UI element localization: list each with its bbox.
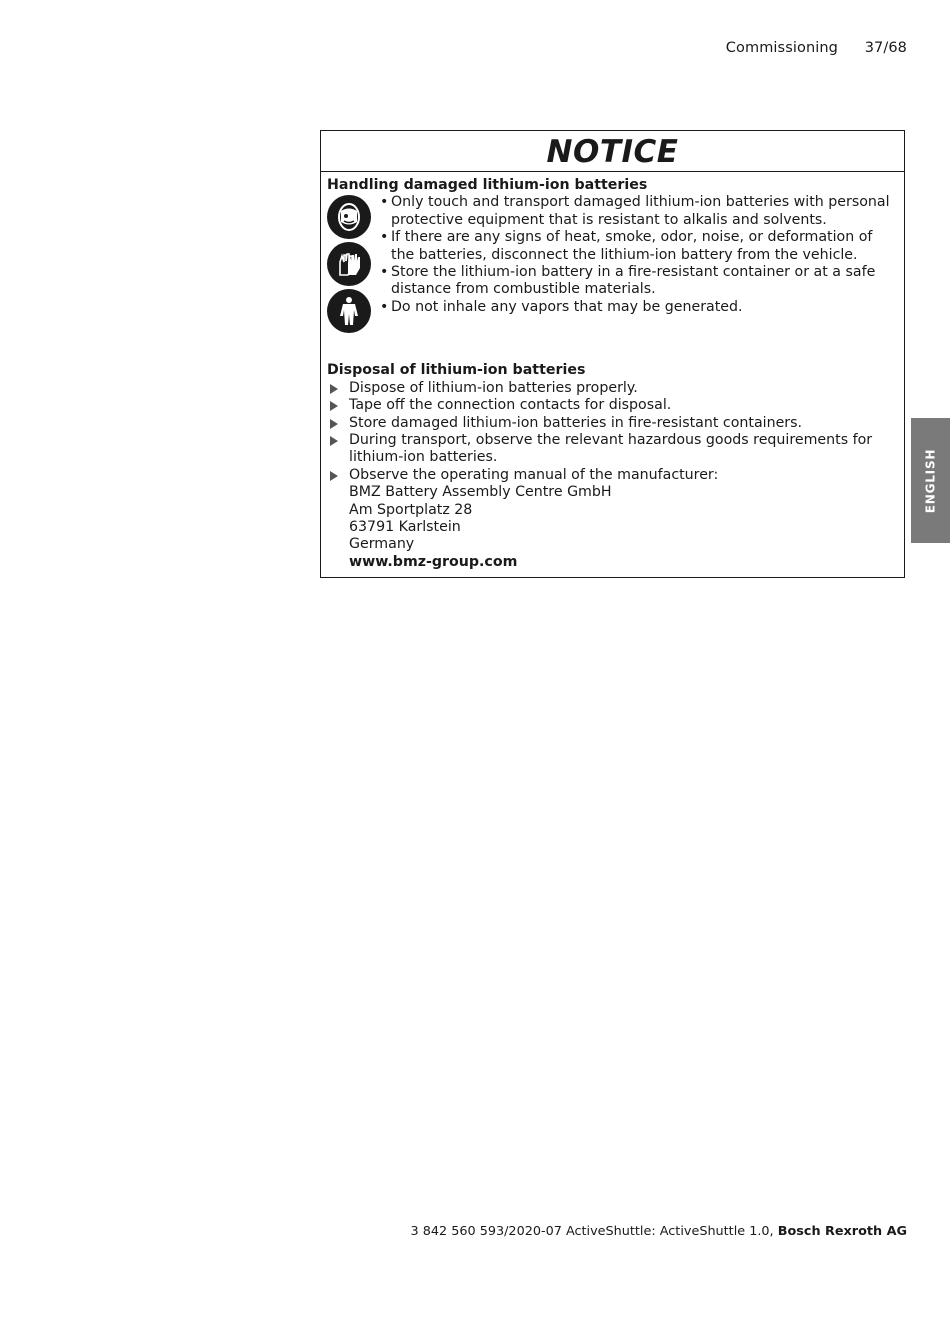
disposal-heading: Disposal of lithium-ion batteries: [327, 362, 586, 379]
page-header: [726, 40, 907, 56]
protective-suit-icon: [327, 289, 371, 333]
list-item: • Store the lithium-ion battery in a fire-resistant container or at a safe distance from combustible materials.: [380, 264, 898, 299]
manufacturer-url: www.bmz-group.com: [349, 553, 518, 570]
document-id: 3 842 560 593/2020-07 ActiveShuttle: ActiveShuttle 1.0,: [410, 1224, 774, 1239]
page-number: 37/68: [864, 40, 907, 56]
page-footer: [411, 1224, 908, 1239]
arrow-right-icon: [330, 384, 338, 394]
disposal-steps: [327, 380, 898, 571]
notice-title: NOTICE: [321, 131, 904, 172]
notice-body: [321, 172, 904, 577]
manufacturer-name: BMZ Battery Assembly Centre GmbH: [349, 484, 612, 501]
arrow-right-icon: [330, 436, 338, 446]
ppe-icons: [327, 194, 375, 336]
list-item: • If there are any signs of heat, smoke, odor, noise, or deformation of the batteries, disconnect the lithium-ion battery from the vehicle.: [380, 229, 898, 264]
list-item: Observe the operating manual of the manufacturer: BMZ Battery Assembly Centre GmbH Am Sportplatz 28 63791 Karlstein Germany www.bmz-group.com: [327, 467, 898, 571]
list-item: Dispose of lithium-ion batteries properly.: [327, 380, 898, 397]
manufacturer-city: 63791 Karlstein: [349, 519, 461, 536]
list-item: • Do not inhale any vapors that may be generated.: [380, 299, 898, 316]
language-tab: [911, 418, 950, 543]
list-item: Store damaged lithium-ion batteries in fire-resistant containers.: [327, 415, 898, 432]
arrow-right-icon: [330, 401, 338, 411]
manufacturer-street: Am Sportplatz 28: [349, 501, 473, 518]
handling-section: [327, 194, 898, 336]
company-name: Bosch Rexroth AG: [777, 1224, 907, 1239]
arrow-right-icon: [330, 471, 338, 481]
manufacturer-country: Germany: [349, 536, 415, 553]
notice-box: [320, 130, 905, 578]
protective-gloves-icon: [327, 242, 371, 286]
list-item: During transport, observe the relevant hazardous goods requirements for lithium-ion batteries.: [327, 432, 898, 467]
handling-heading: Handling damaged lithium-ion batteries: [327, 177, 648, 193]
handling-bullets: [375, 194, 898, 336]
arrow-right-icon: [330, 419, 338, 429]
section-title: Commissioning: [725, 40, 838, 56]
list-item: • Only touch and transport damaged lithium-ion batteries with personal protective equipment that is resistant to alkalis and solvents.: [380, 194, 898, 229]
face-shield-icon: [327, 195, 371, 239]
list-item: Tape off the connection contacts for disposal.: [327, 397, 898, 414]
language-label: ENGLISH: [923, 448, 938, 513]
